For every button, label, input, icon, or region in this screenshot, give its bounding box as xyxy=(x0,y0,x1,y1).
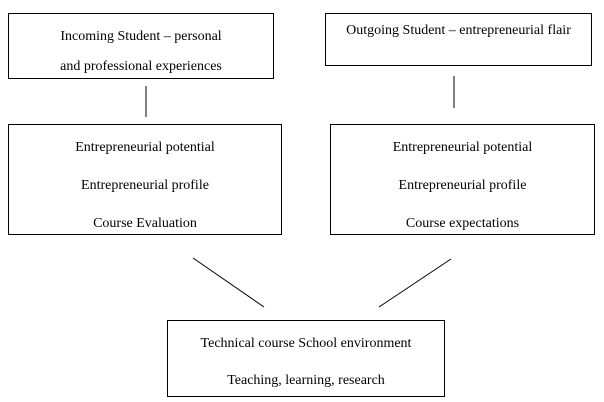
left-line-2: Entrepreneurial profile xyxy=(81,178,209,193)
incoming-line-1: Incoming Student – personal xyxy=(60,29,222,44)
right-line-1: Entrepreneurial potential xyxy=(392,140,533,155)
outgoing-student-box xyxy=(325,13,592,66)
right-line-2: Entrepreneurial profile xyxy=(398,178,527,193)
outgoing-text: Outgoing Student – entrepreneurial flair xyxy=(346,23,571,38)
right-line-3: Course expectations xyxy=(405,216,520,231)
left-line-3: Course Evaluation xyxy=(93,216,197,231)
bottom-line-2: Teaching, learning, research xyxy=(227,373,385,388)
right-profile-box xyxy=(330,124,595,235)
left-profile-box xyxy=(8,124,282,235)
incoming-line-2: and professional experiences xyxy=(60,59,222,74)
incoming-student-box xyxy=(8,13,274,79)
school-environment-box xyxy=(167,320,445,397)
connector-right-bottom xyxy=(379,259,451,307)
left-line-1: Entrepreneurial potential xyxy=(75,140,215,155)
connector-left-bottom xyxy=(193,258,264,307)
bottom-line-1: Technical course School environment xyxy=(200,336,412,351)
